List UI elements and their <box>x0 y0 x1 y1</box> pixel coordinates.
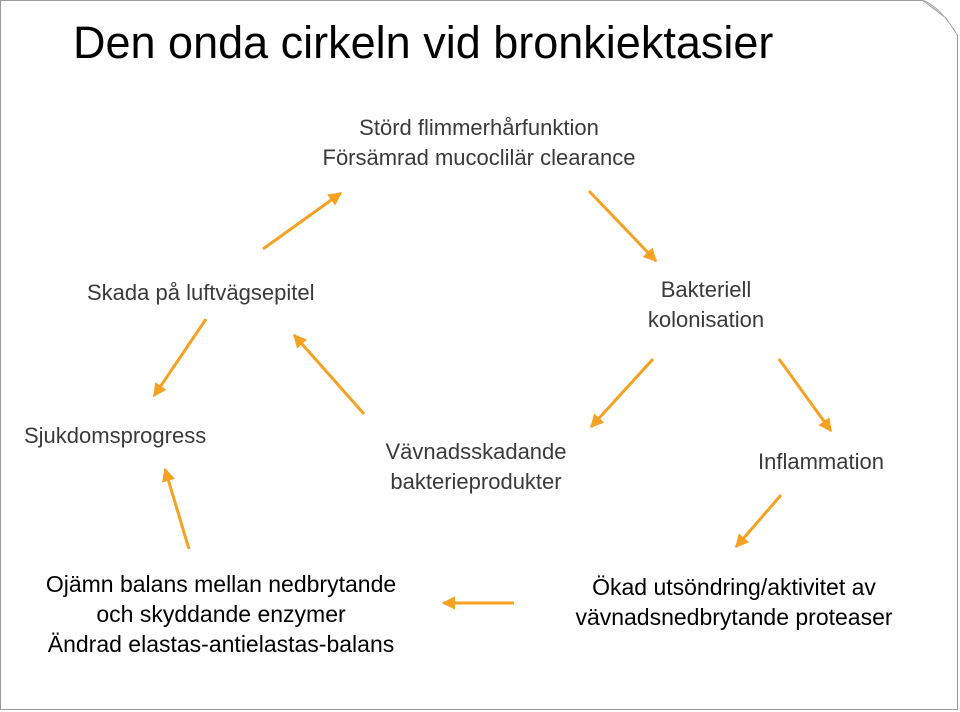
node-vavnad-line-1: Vävnadsskadande <box>385 439 567 464</box>
node-ojamn-line-1: Ojämn balans mellan nedbrytande <box>45 571 397 597</box>
node-okad-line-2: vävnadsnedbrytande proteaser <box>575 604 893 630</box>
node-skada-line-1: Skada på luftvägsepitel <box>87 280 315 305</box>
node-sjukdom-line-1: Sjukdomsprogress <box>24 423 207 448</box>
arrow-flimmer-to-bakteriell <box>589 191 656 261</box>
node-vavnad-line-2: bakterieprodukter <box>390 469 562 494</box>
arrow-bakteriell-to-inflammation <box>779 359 831 431</box>
arrow-bakteriell-to-vavnad <box>591 359 653 427</box>
node-ojamn-line-3: Ändrad elastas-antielastas-balans <box>47 631 395 657</box>
node-inflammation-line-1: Inflammation <box>758 449 884 474</box>
node-flimmer-line-2: Försämrad mucoclilär clearance <box>322 145 636 170</box>
arrow-skada-to-sjukdom <box>154 319 206 396</box>
node-bakteriell-line-1: Bakteriell <box>660 277 752 302</box>
arrow-vavnad-to-skada <box>294 335 364 414</box>
node-okad-line-1: Ökad utsöndring/aktivitet av <box>592 574 876 600</box>
cycle-arrows <box>1 1 959 711</box>
arrow-ojamn-to-sjukdom <box>165 469 189 549</box>
slide-title: Den onda cirkeln vid bronkiektasier <box>73 17 774 68</box>
page-curl-icon <box>922 0 958 36</box>
arrow-inflammation-to-okad <box>736 495 781 547</box>
arrow-skada-to-flimmer <box>263 193 341 249</box>
node-flimmer-line-1: Störd flimmerhårfunktion <box>359 115 599 140</box>
node-ojamn-line-2: och skyddande enzymer <box>96 601 346 627</box>
node-bakteriell-line-2: kolonisation <box>647 307 765 332</box>
